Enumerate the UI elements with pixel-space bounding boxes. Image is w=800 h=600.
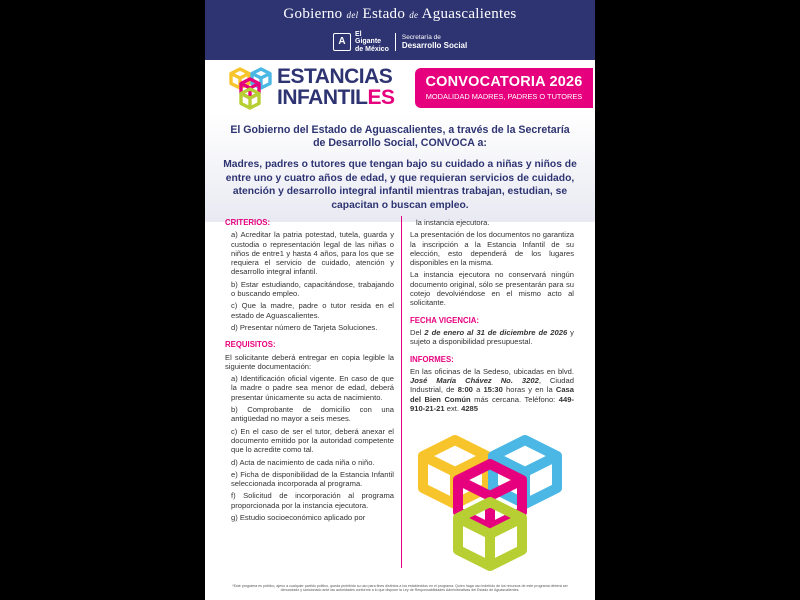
requisito-item: g) Estudio socioeconómico aplicado por — [231, 513, 366, 523]
criterio-item: b) Estar estudiando, capacitándose, trabajando o buscando empleo. — [231, 279, 394, 299]
estancias-cubes-logo-icon — [229, 66, 273, 110]
requisito-item: a) Identificación oficial vigente. En caso de que la madre o padre sea menor de edad, deberá presentar únicamente su acta de nacimiento. — [231, 374, 394, 402]
requisito-item: f) Solicitud de incorporación al programa proporcionada por la instancia ejecutora. — [231, 491, 394, 510]
legal-footer: *Este programa es público, ajeno a cualquier partido político, queda prohibido su uso para fines distintos a los establecidos en el programa. Quien haga uso indebido de los recursos de este programa deberá ser denunciado y sancionado ante las autoridades conforme a lo que dispone la Ley de Responsabilidades Administrativas del Estado de Aguascalientes. — [232, 584, 568, 593]
criterio-item: c) Que la madre, padre o tutor resida en el estado de Aguascalientes. — [231, 301, 394, 320]
poster — [205, 0, 595, 600]
requisito-continuation: la instancia ejecutora. — [416, 218, 490, 227]
header-band — [205, 0, 595, 60]
logos-row — [333, 32, 467, 52]
criterios-heading: CRITERIOS: — [225, 218, 271, 227]
government-title: Gobierno del Estado de Aguascalientes — [283, 6, 517, 22]
estancias-infantiles-logo: ESTANCIAS INFANTILES — [277, 65, 395, 109]
right-column — [410, 218, 574, 416]
intro-target: Madres, padres o tutores que tengan bajo su cuidado a niñas y niños de entre uno y cuatro años de edad, y que requieran servicios de cuidado, atención y desarrollo integral infantil mientras trabajan, estudian, se capacitan o buscan empleo. — [223, 159, 577, 211]
requisito-item: c) En el caso de ser el tutor, deberá anexar el documento emitido por la autoridad competente que lo acredite como tal. — [231, 426, 394, 455]
gigante-logo: El Gigante de México — [355, 30, 389, 53]
state-emblem-icon: A — [333, 33, 351, 51]
logo-divider — [395, 33, 396, 51]
vigencia-heading: FECHA VIGENCIA: — [410, 315, 480, 325]
vigencia-text: Del 2 de enero al 31 de diciembre de 2026 y sujeto a disponibilidad presupuestal. — [410, 327, 574, 347]
decorative-cubes-icon — [415, 432, 565, 577]
secretaria-logo: Secretaría de Desarrollo Social — [401, 33, 468, 50]
intro-statement: El Gobierno del Estado de Aguascalientes, a través de la Secretaría de Desarrollo Social, CONVOCA a: — [230, 124, 570, 149]
informes-text: En las oficinas de la Sedeso, ubicadas en blvd. José María Chávez No. 3202, Ciudad Industrial, de 8:00 a 15:30 horas y en la Casa del Bien Común más cercana. Teléfono: 449-910-21-21 ext. 4285 — [410, 366, 574, 414]
criterio-item: a) Acreditar la patria potestad, tutela, guarda y custodia o representación legal de las niñas o niños de entre1 y hasta 4 años, para los que se requiera el servicio de cuidado, atención y desarrollo integral infantil. — [231, 230, 394, 277]
convocatoria-banner: CONVOCATORIA 2026 MODALIDAD MADRES, PADRES O TUTORES — [415, 68, 593, 108]
requisitos-heading: REQUISITOS: — [225, 340, 276, 350]
notice-paragraph: La presentación de los documentos no garantiza la inscripción a la Estancia Infantil de su elección, esto dependerá de los lugares disponibles en la misma. — [410, 230, 574, 268]
requisito-item: e) Ficha de disponibilidad de la Estancia Infantil seleccionada incorporada al programa. — [231, 469, 394, 489]
requisitos-lead: El solicitante deberá entregar en copia legible la siguiente documentación: — [225, 352, 394, 371]
notice-paragraph: La instancia ejecutora no conservará ningún documento original, sólo se presentarán para su cotejo devolviéndose en el mismo acto al solicitante. — [410, 270, 574, 308]
left-column — [225, 218, 394, 525]
requisito-item: b) Comprobante de domicilio con una antigüedad no mayor a seis meses. — [231, 405, 394, 424]
column-divider — [401, 216, 402, 568]
informes-heading: INFORMES: — [410, 354, 454, 364]
criterio-item: d) Presentar número de Tarjeta Soluciones. — [231, 322, 378, 332]
requisito-item: d) Acta de nacimiento de cada niña o niño. — [231, 457, 375, 467]
